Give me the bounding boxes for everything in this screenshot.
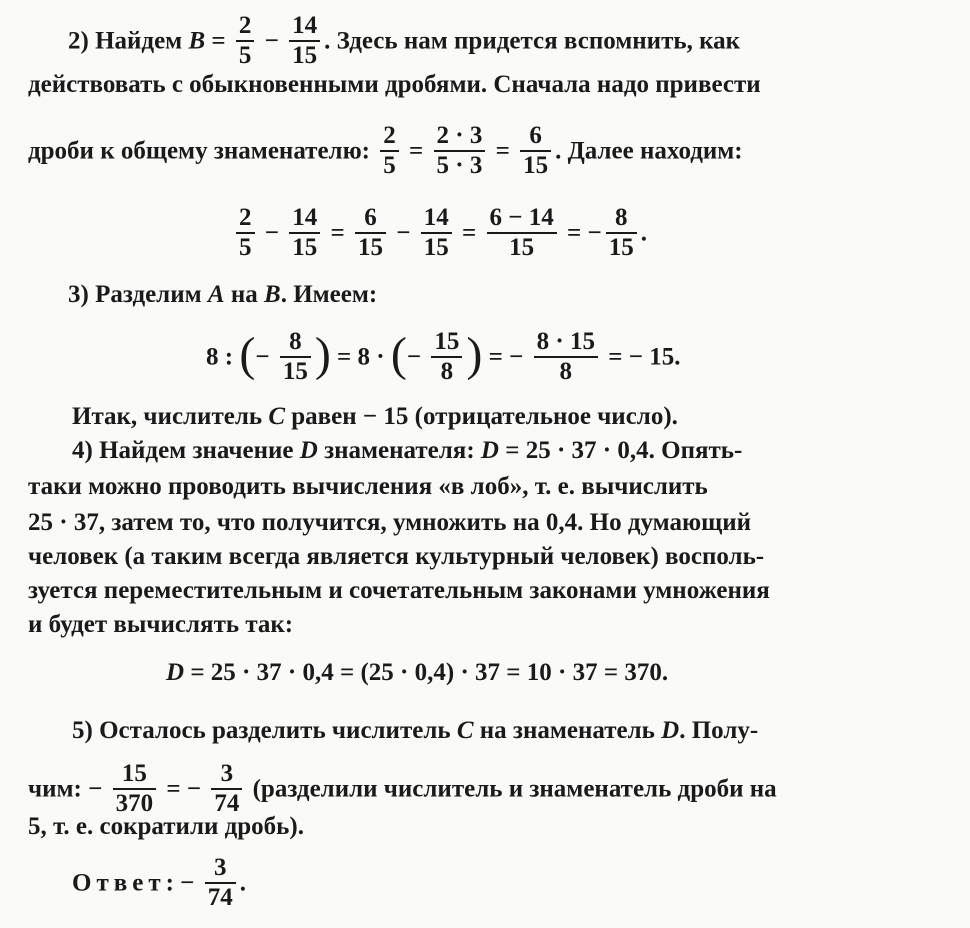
text: 2) Найдем — [68, 27, 189, 55]
text: чим: − — [28, 775, 109, 803]
denominator: 15 — [608, 234, 634, 261]
fraction — [211, 760, 242, 818]
numerator: 2 · 3 — [434, 122, 486, 152]
text: (разделили числитель и знаменатель дроби на — [246, 775, 777, 803]
numerator: 3 — [205, 854, 236, 884]
left-paren: ( — [239, 328, 256, 381]
denominator: 5 · 3 — [436, 152, 483, 179]
denominator: 5 — [383, 152, 396, 179]
answer-line — [0, 856, 970, 914]
right-paren: ) — [314, 328, 331, 381]
var-b: B — [264, 281, 281, 308]
text: = — [205, 27, 232, 55]
numerator: 8 · 15 — [534, 328, 598, 358]
denominator: 15 — [358, 234, 383, 261]
text: . — [239, 869, 246, 897]
text: знаменателя: — [317, 437, 481, 464]
fraction — [421, 204, 452, 262]
denominator: 15 — [292, 42, 318, 69]
text: 5) Осталось разделить числитель — [72, 717, 457, 744]
text: . Имеем: — [280, 281, 378, 308]
line-1 — [0, 14, 970, 72]
text: 25 · 37, затем то, что получится, умножить на 0,4. Но думающий — [28, 509, 752, 536]
denominator: 8 — [559, 358, 573, 385]
denominator: 15 — [423, 234, 449, 261]
text: = — [455, 219, 483, 247]
text: = − — [482, 343, 530, 371]
text: : − — [165, 869, 201, 897]
text: . Полу- — [679, 717, 759, 744]
numerator: 2 — [236, 12, 255, 42]
line-12 — [0, 576, 970, 606]
var-d: D — [661, 717, 680, 744]
answer-label: Ответ — [72, 869, 166, 897]
numerator: 14 — [421, 204, 452, 234]
denominator: 74 — [214, 790, 240, 817]
denominator: 15 — [509, 234, 535, 261]
text: Итак, числитель — [72, 403, 269, 430]
var-c: C — [456, 717, 474, 744]
line-9 — [0, 472, 970, 502]
fraction — [520, 122, 551, 180]
fraction — [434, 122, 486, 180]
numerator: 15 — [113, 760, 157, 790]
text: = − 15. — [601, 343, 681, 371]
text: = − — [160, 775, 208, 803]
numerator: 15 — [431, 328, 462, 358]
line-8 — [0, 436, 970, 466]
numerator: 6 — [355, 204, 386, 234]
line-17 — [0, 812, 970, 842]
text: − — [255, 343, 276, 371]
numerator: 2 — [380, 122, 399, 152]
text: = 25 · 37 · 0,4 = (25 · 0,4) · 37 = 10 · 37 = 370. — [184, 659, 669, 686]
text: − — [258, 27, 286, 55]
text: = — [489, 137, 517, 165]
fraction — [431, 328, 462, 386]
numerator: 6 − 14 — [487, 204, 557, 234]
fraction — [380, 122, 399, 180]
denominator: 15 — [282, 358, 308, 385]
text: действовать с обыкновенными дробями. Сначала надо привести — [28, 71, 761, 98]
text: дроби к общему знаменателю: — [28, 137, 377, 165]
text: равен − 15 (отрицательное число). — [285, 403, 678, 430]
text: = − — [560, 219, 602, 247]
numerator: 14 — [289, 204, 320, 234]
fraction — [289, 12, 320, 70]
text: . — [640, 219, 647, 247]
text: = — [402, 137, 430, 165]
text: зуется переместительным и сочетательным законами умножения — [28, 577, 770, 604]
right-paren: ) — [466, 328, 483, 381]
var-d: D — [480, 437, 499, 464]
line-13 — [0, 610, 970, 640]
fraction — [289, 204, 320, 262]
fraction — [113, 760, 157, 818]
fraction — [355, 204, 386, 262]
fraction — [280, 328, 311, 386]
text: 3) Разделим — [68, 281, 208, 308]
text: на — [224, 281, 264, 308]
fraction — [487, 204, 557, 262]
text: = — [324, 219, 351, 247]
fraction — [205, 854, 236, 912]
numerator: 8 — [606, 204, 637, 234]
fraction — [534, 328, 598, 386]
text: 8 : — [206, 343, 240, 371]
var-b: B — [188, 27, 206, 55]
var-c: C — [268, 403, 286, 430]
numerator: 3 — [211, 760, 242, 790]
line-15 — [0, 716, 970, 746]
var-d: D — [299, 437, 318, 464]
text: = 25 · 37 · 0,4. Опять- — [498, 437, 743, 464]
numerator: 6 — [520, 122, 551, 152]
var-a: A — [207, 281, 225, 308]
line-7 — [0, 402, 970, 432]
line-10 — [0, 508, 970, 538]
line-11 — [0, 542, 970, 572]
line-4-equation — [0, 206, 970, 264]
text: 5, т. е. сократили дробь). — [28, 813, 304, 840]
fraction — [606, 204, 637, 262]
numerator: 2 — [236, 204, 255, 234]
text: таки можно проводить вычисления «в лоб», т. е. вычислить — [28, 473, 708, 500]
fraction — [236, 12, 255, 70]
line-6-equation — [0, 330, 970, 388]
line-14-equation — [0, 658, 970, 688]
text: на знаменатель — [473, 717, 662, 744]
denominator: 8 — [440, 358, 454, 385]
text: . Здесь нам придется вспомнить, как — [324, 27, 741, 55]
denominator: 15 — [292, 234, 318, 261]
text: человек (а таким всегда является культурный человек) восполь- — [28, 543, 765, 570]
denominator: 15 — [523, 152, 549, 179]
numerator: 8 — [280, 328, 311, 358]
var-d: D — [166, 659, 185, 686]
text: − — [406, 343, 428, 371]
denominator: 74 — [207, 884, 233, 911]
text: и будет вычислять так: — [28, 611, 294, 638]
text: − — [390, 219, 417, 247]
text: − — [258, 219, 286, 247]
line-3 — [0, 124, 970, 182]
denominator: 5 — [238, 42, 252, 69]
line-5 — [0, 280, 970, 310]
numerator: 14 — [289, 12, 320, 42]
text: = 8 · — [330, 343, 391, 371]
line-2 — [0, 70, 970, 100]
text: 4) Найдем значение — [72, 437, 300, 464]
denominator: 370 — [115, 790, 154, 817]
fraction — [236, 204, 255, 262]
left-paren: ( — [390, 328, 407, 381]
text: . Далее находим: — [555, 137, 743, 165]
denominator: 5 — [239, 234, 252, 261]
